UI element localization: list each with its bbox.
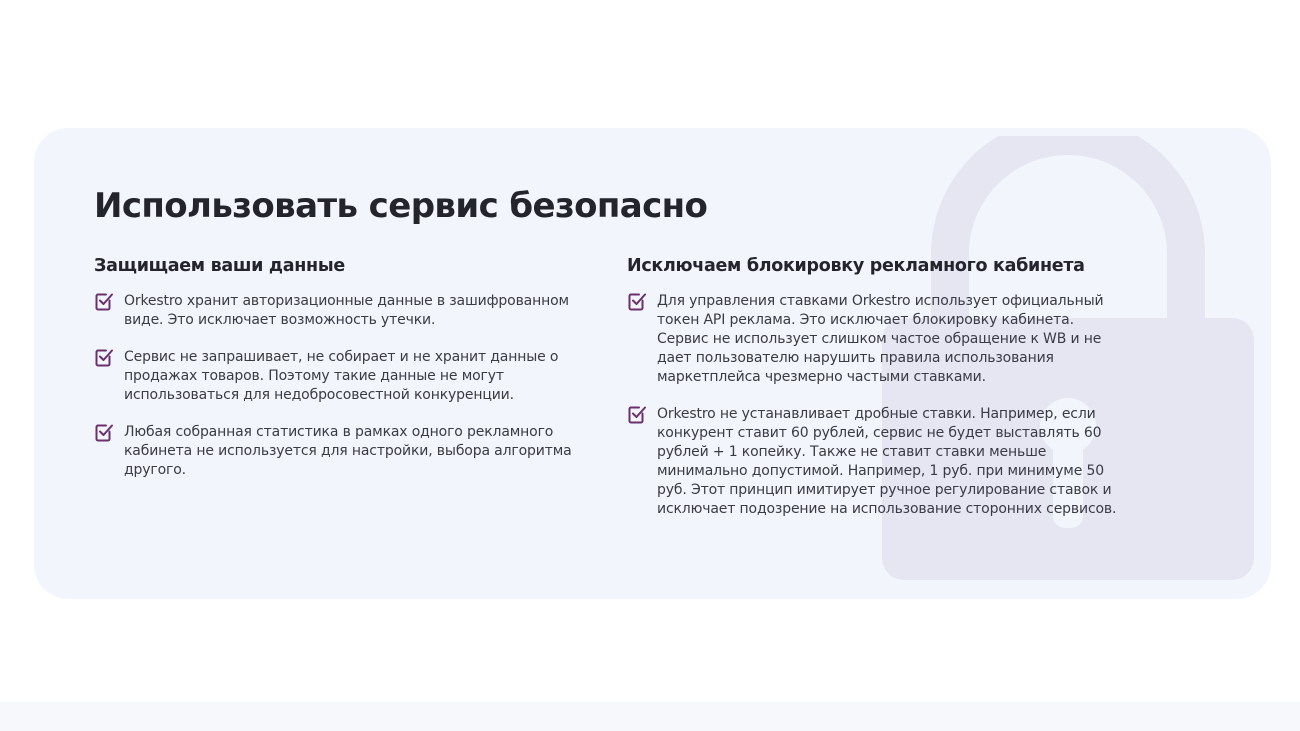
list-item [627,405,1127,519]
checkbox-check-icon [94,292,114,312]
column-heading: Исключаем блокировку рекламного кабинета [627,256,1085,276]
checkbox-check-icon [94,423,114,443]
column-heading: Защищаем ваши данные [94,256,345,276]
list-item-text: Orkestro хранит авторизационные данные в зашифрованном виде. Это исключает возможность утечки. [124,293,569,328]
column-data-protection [94,256,594,498]
next-section-edge [0,702,1300,731]
checkbox-check-icon [627,292,647,312]
list-item-text: Для управления ставками Orkestro использует официальный токен API реклама. Это исключает блокировку кабинета. Сервис не использует слишком частое обращение к WB и не дает пользователю нарушить правила использования маркетплейса чрезмерно частыми ставками. [657,293,1104,385]
list-item [627,292,1127,387]
checkbox-check-icon [94,348,114,368]
list-item-text: Сервис не запрашивает, не собирает и не хранит данные о продажах товаров. Поэтому такие данные не могут использоваться для недобросовестной конкуренции. [124,349,559,403]
checkbox-check-icon [627,405,647,425]
column-account-block-protection [627,256,1127,537]
section-title: Использовать сервис безопасно [94,186,708,226]
list-item-text: Orkestro не устанавливает дробные ставки. Например, если конкурент ставит 60 рублей, сервис не будет выставлять 60 рублей + 1 копейку. Также не ставит ставки меньше минимально допустимой. Например, 1 руб. при минимуме 50 руб. Этот принцип имитирует ручное регулирование ставок и исключает подозрение на использование сторонних сервисов. [657,406,1117,517]
list-item-text: Любая собранная статистика в рамках одного рекламного кабинета не используется для настройки, выбора алгоритма другого. [124,424,572,478]
list-item [94,348,594,405]
list-item [94,292,594,330]
security-card [34,128,1271,599]
list-item [94,423,594,480]
